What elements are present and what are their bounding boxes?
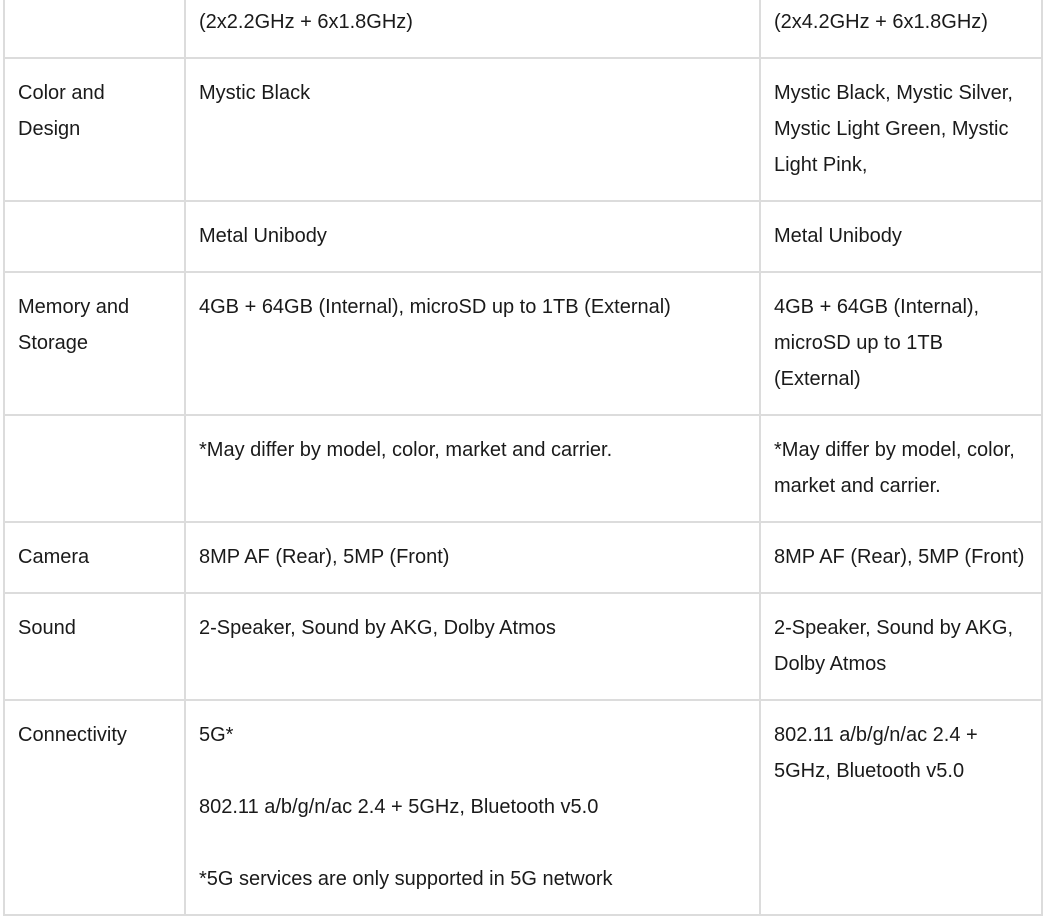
table-row-memory-storage: [4, 272, 1042, 415]
row-label: [4, 0, 185, 58]
spec-cell-model-b: [760, 201, 1042, 272]
spec-cell-model-a: [185, 415, 760, 522]
spec-value: 4GB + 64GB (Internal), microSD up to 1TB (External): [199, 296, 671, 318]
spec-value: 4GB + 64GB (Internal), microSD up to 1TB (External): [774, 296, 980, 390]
spec-value: 802.11 a/b/g/n/ac 2.4 + 5GHz, Bluetooth v5.0: [774, 724, 978, 782]
spec-cell-model-a: [185, 522, 760, 593]
spec-note: *5G services are only supported in 5G network: [199, 868, 613, 890]
row-label: Color and Design: [4, 58, 185, 201]
spec-cell-model-a: [185, 58, 760, 201]
spec-cell-model-a: [185, 272, 760, 415]
table-row-color-design: [4, 58, 1042, 201]
spec-cell-model-b: [760, 272, 1042, 415]
table-row-connectivity: [4, 700, 1042, 915]
table-row-memory-note: [4, 415, 1042, 522]
spec-cell-model-b: [760, 593, 1042, 700]
spec-cell-model-b: [760, 415, 1042, 522]
row-label: [4, 201, 185, 272]
row-label: [4, 415, 185, 522]
spec-value: 8MP AF (Rear), 5MP (Front): [774, 546, 1025, 568]
table-row-sound: [4, 593, 1042, 700]
row-label: Camera: [4, 522, 185, 593]
row-label: Connectivity: [4, 700, 185, 915]
spec-cell-model-a: [185, 700, 760, 915]
spec-note: *May differ by model, color, market and carrier.: [774, 439, 1015, 497]
spec-cell-model-a: [185, 201, 760, 272]
spec-cell-model-b: [760, 700, 1042, 915]
spec-value: Mystic Black: [199, 82, 311, 104]
spec-note: *May differ by model, color, market and carrier.: [199, 439, 613, 461]
spec-value: (2x2.2GHz + 6x1.8GHz): [199, 11, 413, 33]
spec-value: (2x4.2GHz + 6x1.8GHz): [774, 11, 988, 33]
spec-value: 2-Speaker, Sound by AKG, Dolby Atmos: [199, 617, 556, 639]
table-row-processor-cont: [4, 0, 1042, 58]
spec-cell-model-a: [185, 593, 760, 700]
spec-value: 2-Speaker, Sound by AKG, Dolby Atmos: [774, 617, 1014, 675]
spec-value: 5G*: [199, 724, 234, 746]
spec-value: 802.11 a/b/g/n/ac 2.4 + 5GHz, Bluetooth v5.0: [199, 796, 599, 818]
table-row-camera: [4, 522, 1042, 593]
spec-value: 8MP AF (Rear), 5MP (Front): [199, 546, 450, 568]
spec-value: Metal Unibody: [199, 225, 327, 247]
row-label: Sound: [4, 593, 185, 700]
spec-table: [3, 0, 1043, 916]
spec-value: Mystic Black, Mystic Silver, Mystic Light Green, Mystic Light Pink,: [774, 82, 1013, 176]
spec-cell-model-b: [760, 522, 1042, 593]
row-label: Memory and Storage: [4, 272, 185, 415]
table-row-body: [4, 201, 1042, 272]
spec-cell-model-a: [185, 0, 760, 58]
spec-cell-model-b: [760, 0, 1042, 58]
spec-value: Metal Unibody: [774, 225, 902, 247]
spec-cell-model-b: [760, 58, 1042, 201]
